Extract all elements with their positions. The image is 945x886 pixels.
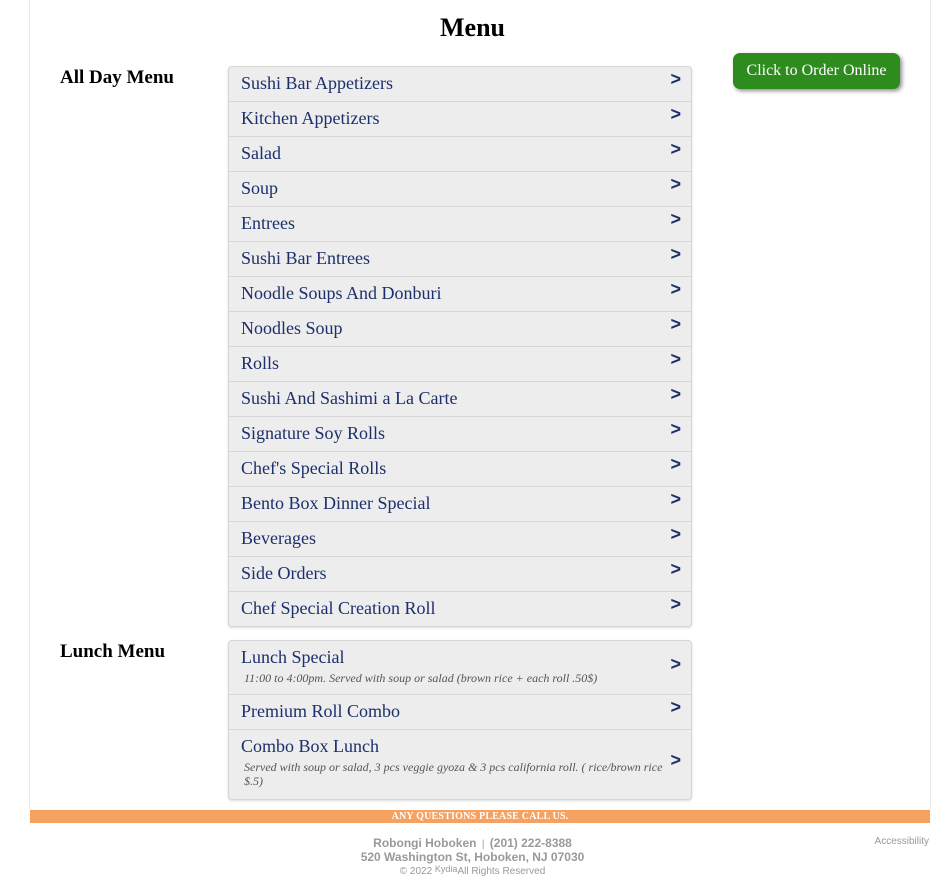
chevron-right-icon: >: [670, 174, 681, 194]
menu-category-label: Premium Roll Combo: [241, 701, 401, 721]
menu-category-label: Combo Box Lunch: [241, 736, 379, 756]
copyright-text: © 2022: [399, 866, 433, 877]
restaurant-name: Robongi Hoboken: [373, 836, 477, 850]
menu-category-salad[interactable]: [229, 137, 691, 172]
brand-link[interactable]: Kydia: [434, 864, 458, 874]
menu-category-signature-soy-rolls[interactable]: [229, 417, 691, 452]
accessibility-link[interactable]: Accessibility: [874, 836, 929, 847]
chevron-right-icon: >: [670, 279, 681, 299]
menu-category-beverages[interactable]: [229, 522, 691, 557]
all-day-menu-list: [228, 66, 692, 627]
menu-category-description: 11:00 to 4:00pm. Served with soup or salad (brown rice + each roll .50$): [244, 671, 598, 685]
menu-category-sushi-bar-appetizers[interactable]: [229, 67, 691, 102]
footer-separator: |: [481, 839, 485, 850]
footer-contact-line: [0, 836, 945, 850]
menu-category-label: Chef Special Creation Roll: [241, 598, 436, 618]
menu-category-sushi-bar-entrees[interactable]: [229, 242, 691, 277]
menu-category-label: Noodle Soups And Donburi: [241, 283, 442, 303]
menu-category-soup[interactable]: [229, 172, 691, 207]
menu-category-bento-box-dinner-special[interactable]: [229, 487, 691, 522]
menu-category-label: Bento Box Dinner Special: [241, 493, 431, 513]
chevron-right-icon: >: [670, 419, 681, 439]
menu-category-label: Beverages: [241, 528, 316, 548]
footer-copyright-line: [0, 866, 945, 877]
chevron-right-icon: >: [670, 489, 681, 509]
menu-category-chefs-special-rolls[interactable]: [229, 452, 691, 487]
chevron-right-icon: >: [670, 384, 681, 404]
chevron-right-icon: >: [670, 209, 681, 229]
menu-category-label: Kitchen Appetizers: [241, 108, 380, 128]
menu-category-label: Side Orders: [241, 563, 327, 583]
menu-category-label: Entrees: [241, 213, 295, 233]
menu-category-side-orders[interactable]: [229, 557, 691, 592]
chevron-right-icon: >: [670, 524, 681, 544]
chevron-right-icon: >: [670, 244, 681, 264]
menu-category-description: Served with soup or salad, 3 pcs veggie gyoza & 3 pcs california roll. ( rice/brown rice $.5): [244, 760, 663, 788]
menu-category-sushi-and-sashimi-a-la-carte[interactable]: [229, 382, 691, 417]
order-online-button[interactable]: Click to Order Online: [733, 53, 900, 89]
lunch-menu-title: Lunch Menu: [60, 641, 166, 662]
menu-category-combo-box-lunch[interactable]: [229, 730, 691, 799]
menu-category-label: Soup: [241, 178, 279, 198]
menu-category-label: Lunch Special: [241, 647, 345, 667]
menu-category-lunch-special[interactable]: [229, 641, 691, 695]
menu-category-label: Signature Soy Rolls: [241, 423, 386, 443]
phone-number[interactable]: (201) 222-8388: [489, 836, 572, 850]
menu-category-label: Sushi Bar Entrees: [241, 248, 370, 268]
menu-category-chef-special-creation-roll[interactable]: [229, 592, 691, 627]
chevron-right-icon: >: [670, 654, 681, 674]
chevron-right-icon: >: [670, 349, 681, 369]
menu-category-noodles-soup[interactable]: [229, 312, 691, 347]
questions-banner: ANY QUESTIONS PLEASE CALL US.: [30, 810, 930, 823]
menu-category-label: Noodles Soup: [241, 318, 343, 338]
chevron-right-icon: >: [670, 697, 681, 717]
chevron-right-icon: >: [670, 750, 681, 770]
menu-category-label: Chef's Special Rolls: [241, 458, 387, 478]
menu-category-entrees[interactable]: [229, 207, 691, 242]
chevron-right-icon: >: [670, 454, 681, 474]
menu-category-rolls[interactable]: [229, 347, 691, 382]
rights-text: All Rights Reserved: [457, 866, 546, 877]
chevron-right-icon: >: [670, 104, 681, 124]
restaurant-address: 520 Washington St, Hoboken, NJ 07030: [360, 850, 585, 864]
chevron-right-icon: >: [670, 139, 681, 159]
all-day-menu-title: All Day Menu: [60, 67, 174, 88]
chevron-right-icon: >: [670, 314, 681, 334]
menu-category-kitchen-appetizers[interactable]: [229, 102, 691, 137]
chevron-right-icon: >: [670, 594, 681, 614]
menu-category-noodle-soups-and-donburi[interactable]: [229, 277, 691, 312]
chevron-right-icon: >: [670, 559, 681, 579]
chevron-right-icon: >: [670, 69, 681, 89]
menu-category-label: Sushi Bar Appetizers: [241, 73, 393, 93]
menu-category-label: Rolls: [241, 353, 280, 373]
page-title: Menu: [440, 13, 505, 42]
lunch-menu-list: [228, 640, 692, 800]
menu-category-premium-roll-combo[interactable]: [229, 695, 691, 730]
menu-category-label: Sushi And Sashimi a La Carte: [241, 388, 458, 408]
menu-category-label: Salad: [241, 143, 281, 163]
